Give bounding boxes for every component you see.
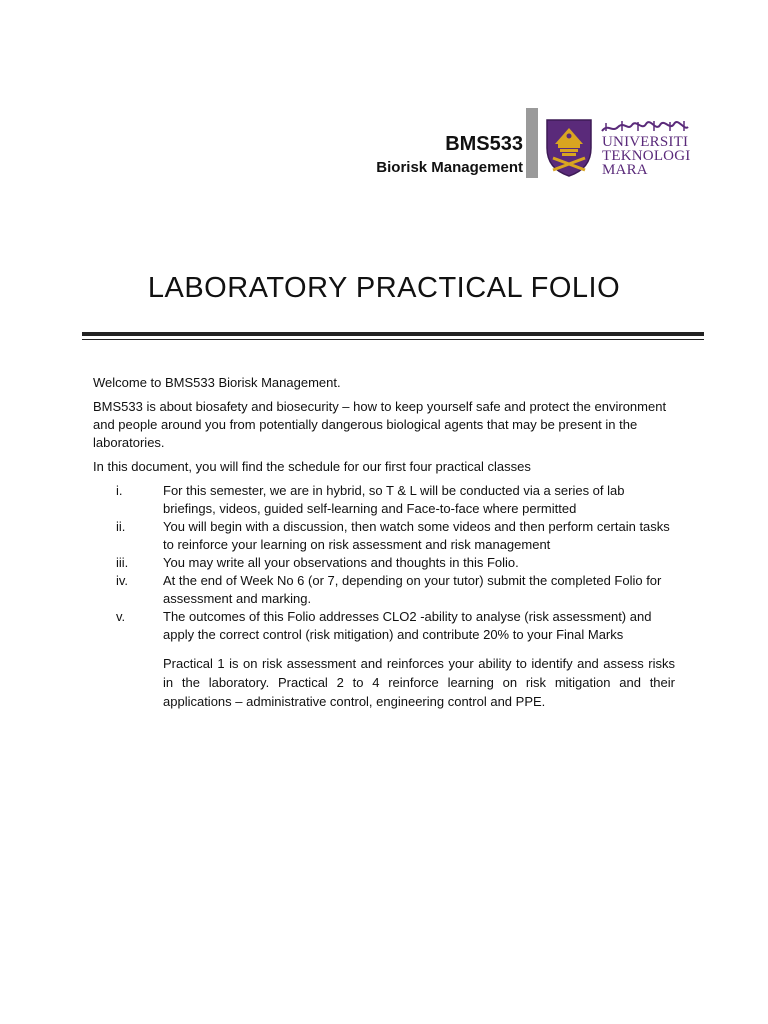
list-item-text: You will begin with a discussion, then watch some videos and then perform certain tasks to reinforce your learning on risk assessment and risk management — [163, 519, 670, 552]
list-item-number: iii. — [116, 555, 129, 570]
university-name-line-3: MARA — [602, 162, 648, 178]
list-item — [93, 554, 683, 572]
university-name-line-1: UNIVERSITI — [602, 134, 689, 150]
course-header — [376, 132, 523, 178]
list-item-number: ii. — [116, 519, 126, 534]
list-item-number: i. — [116, 483, 123, 498]
course-code: BMS533 — [445, 133, 523, 155]
uitm-crest-icon — [543, 118, 595, 178]
intro-paragraph: BMS533 is about biosafety and biosecurity – how to keep yourself safe and protect the environment and people around you from potentially dangerous biological agents that may be present in the laboratories. — [93, 399, 667, 450]
list-item-text: You may write all your observations and thoughts in this Folio. — [163, 555, 519, 570]
course-name: Biorisk Management — [376, 159, 523, 176]
jawi-script-logo — [600, 119, 690, 135]
university-name-line-2: TEKNOLOGI — [602, 148, 691, 164]
list-item — [93, 518, 683, 554]
title-rule-thick — [82, 332, 704, 336]
schedule-intro-paragraph: In this document, you will find the schedule for our first four practical classes — [93, 459, 531, 474]
title-rule-thin — [82, 339, 704, 340]
closing-paragraph: Practical 1 is on risk assessment and reinforces your ability to identify and assess risks in the laboratory. Practical 2 to 4 reinforce learning on risk mitigation and their applications – administrative control, engineering control and PPE. — [163, 656, 675, 709]
list-item — [93, 482, 683, 518]
list-item-text: For this semester, we are in hybrid, so T & L will be conducted via a series of lab briefings, videos, guided self-learning and Face-to-face where permitted — [163, 483, 625, 516]
university-name — [602, 135, 690, 177]
list-item — [93, 608, 683, 644]
document-body — [93, 374, 683, 711]
header-divider-bar — [526, 108, 538, 178]
numbered-list — [93, 482, 683, 644]
document-title: LABORATORY PRACTICAL FOLIO — [147, 272, 621, 304]
list-item-number: iv. — [116, 573, 129, 588]
list-item-text: At the end of Week No 6 (or 7, depending on your tutor) submit the completed Folio for assessment and marking. — [163, 573, 662, 606]
list-item-number: v. — [116, 609, 126, 624]
list-item — [93, 572, 683, 608]
welcome-paragraph: Welcome to BMS533 Biorisk Management. — [93, 375, 341, 390]
list-item-text: The outcomes of this Folio addresses CLO2 -ability to analyse (risk assessment) and apply the correct control (risk mitigation) and contribute 20% to your Final Marks — [163, 609, 652, 642]
